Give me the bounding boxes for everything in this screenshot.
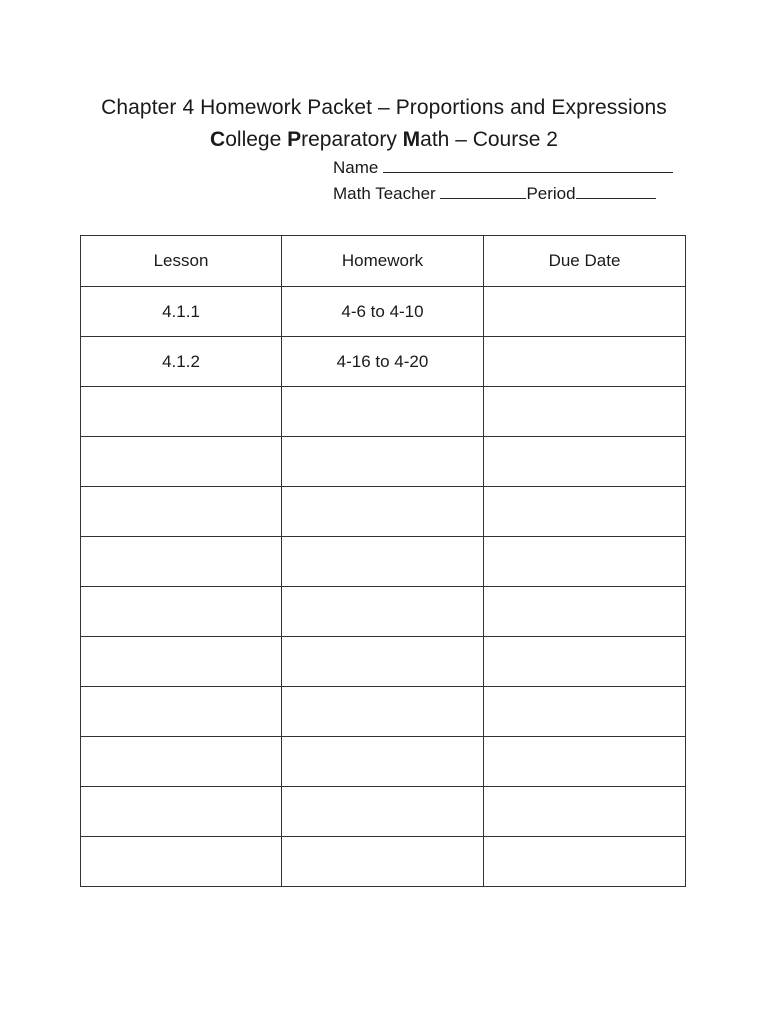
homework-cell: 4-16 to 4-20 [282,337,484,387]
subtitle-word-college: ollege [225,128,288,151]
subtitle-initial-p: P [287,128,302,151]
subtitle-initial-m: M [402,128,421,151]
table-row [81,687,686,737]
lesson-cell [81,537,282,587]
homework-table [80,235,686,887]
homework-cell [282,487,484,537]
table-row [81,737,686,787]
homework-cell: 4-6 to 4-10 [282,287,484,337]
homework-cell [282,387,484,437]
teacher-period-field [333,184,656,204]
homework-cell [282,837,484,887]
lesson-cell [81,787,282,837]
page-title: Chapter 4 Homework Packet – Proportions and Expressions [101,96,667,119]
table-row [81,387,686,437]
table-row [81,487,686,537]
table-row [81,337,686,387]
lesson-cell [81,837,282,887]
homework-cell [282,687,484,737]
lesson-cell [81,687,282,737]
subtitle-initial-c: C [210,128,226,151]
table-row [81,637,686,687]
homework-cell [282,587,484,637]
name-label: Name [333,158,379,177]
table-row [81,837,686,887]
due-date-cell [484,587,686,637]
due-date-cell [484,537,686,587]
table-row [81,587,686,637]
due-date-cell [484,337,686,387]
homework-cell [282,637,484,687]
lesson-cell [81,437,282,487]
period-label: Period [526,184,576,203]
due-date-cell [484,287,686,337]
lesson-cell [81,737,282,787]
lesson-cell [81,587,282,637]
column-header-lesson: Lesson [81,236,282,287]
lesson-cell [81,637,282,687]
due-date-cell [484,387,686,437]
math-teacher-label: Math Teacher [333,184,436,203]
math-teacher-blank-line [440,184,526,199]
homework-cell [282,737,484,787]
column-header-homework: Homework [282,236,484,287]
due-date-cell [484,837,686,887]
subtitle-word-math: ath – Course 2 [420,128,558,151]
table-row [81,287,686,337]
subtitle-word-preparatory: reparatory [301,128,403,151]
due-date-cell [484,737,686,787]
column-header-due-date: Due Date [484,236,686,287]
name-field [333,158,673,178]
homework-cell [282,537,484,587]
table-row [81,787,686,837]
due-date-cell [484,687,686,737]
table-row [81,437,686,487]
homework-cell [282,437,484,487]
table-header-row [81,236,686,287]
due-date-cell [484,437,686,487]
due-date-cell [484,787,686,837]
due-date-cell [484,487,686,537]
lesson-cell [81,387,282,437]
lesson-cell: 4.1.2 [81,337,282,387]
due-date-cell [484,637,686,687]
homework-cell [282,787,484,837]
lesson-cell: 4.1.1 [81,287,282,337]
period-blank-line [576,184,656,199]
lesson-cell [81,487,282,537]
page-subtitle [0,128,768,152]
table-row [81,537,686,587]
name-blank-line [383,158,673,173]
